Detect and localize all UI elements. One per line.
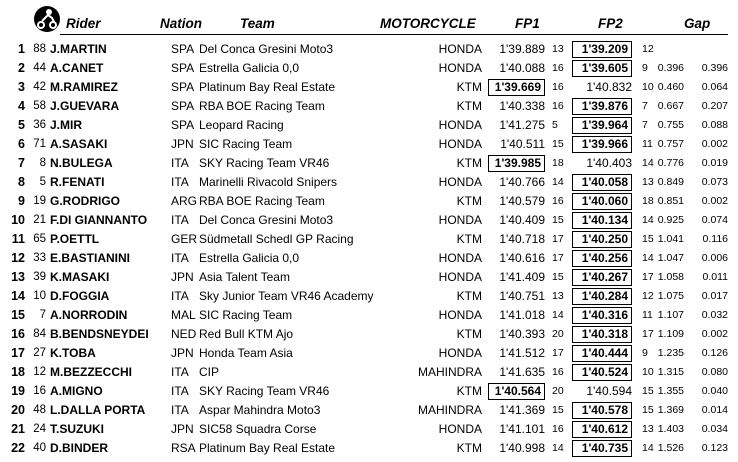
gap-to-previous: 0.080 xyxy=(701,366,728,378)
motorcycle: HONDA xyxy=(438,118,482,132)
fp2-rank: 10 xyxy=(642,81,654,93)
gap-to-first: 0.925 xyxy=(657,214,684,226)
fp1-time: 1'41.369 xyxy=(499,403,545,417)
header-divider xyxy=(60,34,728,35)
nation: SPA xyxy=(171,118,195,132)
fp1-time: 1'41.512 xyxy=(499,346,545,360)
nation: GER xyxy=(171,232,198,246)
fp2-time: 1'40.612 xyxy=(572,421,632,438)
fp1-rank: 15 xyxy=(552,138,564,150)
fp2-time: 1'40.250 xyxy=(572,231,632,248)
fp2-time: 1'39.966 xyxy=(572,136,632,153)
gap-to-previous: 0.011 xyxy=(702,271,728,283)
nation: JPN xyxy=(171,137,194,151)
nation: ARG xyxy=(171,194,198,208)
fp2-time: 1'40.578 xyxy=(572,402,632,419)
header-fp2: FP2 xyxy=(598,16,623,31)
fp2-rank: 15 xyxy=(642,233,654,245)
table-row xyxy=(0,344,738,363)
rider-number: 33 xyxy=(33,252,46,264)
table-row xyxy=(0,268,738,287)
team-name: Honda Team Asia xyxy=(199,346,293,360)
fp2-rank: 15 xyxy=(642,404,654,416)
team-name: Red Bull KTM Ajo xyxy=(199,327,294,341)
fp1-rank: 14 xyxy=(552,442,564,454)
table-header xyxy=(0,0,738,38)
position: 11 xyxy=(11,232,25,246)
fp2-rank: 17 xyxy=(642,271,654,283)
gap-to-first: 1.369 xyxy=(657,404,684,416)
fp1-rank: 5 xyxy=(552,119,558,131)
table-row xyxy=(0,211,738,230)
motorcycle: HONDA xyxy=(438,213,482,227)
fp2-time: 1'40.403 xyxy=(586,156,632,170)
rider-name: D.FOGGIA xyxy=(50,289,110,303)
gap-to-first: 1.315 xyxy=(657,366,684,378)
fp1-rank: 16 xyxy=(552,195,564,207)
fp1-rank: 16 xyxy=(552,62,564,74)
fp1-time: 1'39.669 xyxy=(488,79,545,96)
fp2-rank: 13 xyxy=(642,176,654,188)
gap-to-first: 1.526 xyxy=(657,442,684,454)
team-name: Estrella Galicia 0,0 xyxy=(199,251,300,265)
motorcycle: KTM xyxy=(456,289,482,303)
rider-name: J.MIR xyxy=(50,118,83,132)
rider-number: 36 xyxy=(33,119,46,131)
team-name: Asia Talent Team xyxy=(199,270,290,284)
fp1-time: 1'41.635 xyxy=(499,365,545,379)
nation: MAL xyxy=(171,308,196,322)
motorcycle: KTM xyxy=(456,99,482,113)
fp1-rank: 16 xyxy=(552,423,564,435)
gap-to-previous: 0.006 xyxy=(701,252,728,264)
gap-to-previous: 0.017 xyxy=(701,290,728,302)
team-name: RBA BOE Racing Team xyxy=(199,99,325,113)
gap-to-previous: 0.207 xyxy=(701,100,728,112)
fp2-rank: 15 xyxy=(642,385,654,397)
rider-number: 27 xyxy=(33,347,46,359)
gap-to-first: 0.776 xyxy=(657,157,684,169)
rider-name: P.OETTL xyxy=(50,232,100,246)
fp1-time: 1'40.511 xyxy=(500,137,545,151)
table-row xyxy=(0,420,738,439)
position: 17 xyxy=(11,346,25,360)
fp1-time: 1'40.616 xyxy=(499,251,545,265)
fp2-rank: 12 xyxy=(642,290,654,302)
nation: ITA xyxy=(171,384,189,398)
position: 9 xyxy=(18,194,25,208)
rider-name: A.CANET xyxy=(50,61,104,75)
position: 8 xyxy=(18,175,25,189)
table-row xyxy=(0,116,738,135)
gap-to-first: 1.107 xyxy=(657,309,684,321)
fp2-time: 1'40.058 xyxy=(572,174,632,191)
team-name: SIC Racing Team xyxy=(199,137,293,151)
gap-to-previous: 0.040 xyxy=(701,385,728,397)
motorcycle: KTM xyxy=(456,80,482,94)
fp1-rank: 15 xyxy=(552,404,564,416)
fp1-rank: 20 xyxy=(552,328,564,340)
fp2-time: 1'40.256 xyxy=(572,250,632,267)
position: 18 xyxy=(11,365,25,379)
fp1-time: 1'40.998 xyxy=(499,441,545,455)
gap-to-previous: 0.123 xyxy=(701,442,728,454)
gap-to-previous: 0.074 xyxy=(701,214,728,226)
fp2-rank: 7 xyxy=(642,100,648,112)
gap-to-previous: 0.064 xyxy=(701,81,728,93)
fp2-time: 1'40.284 xyxy=(572,288,632,305)
gap-to-first: 0.396 xyxy=(657,62,684,74)
gap-to-previous: 0.032 xyxy=(701,309,728,321)
nation: SPA xyxy=(171,80,195,94)
table-row xyxy=(0,40,738,59)
nation: ITA xyxy=(171,156,189,170)
rider-name: A.NORRODIN xyxy=(50,308,128,322)
motorcycle: HONDA xyxy=(438,42,482,56)
fp1-time: 1'40.409 xyxy=(499,213,545,227)
fp2-time: 1'39.876 xyxy=(572,98,632,115)
fp2-rank: 11 xyxy=(642,138,653,150)
table-row xyxy=(0,173,738,192)
gap-to-first: 0.755 xyxy=(657,119,684,131)
nation: ITA xyxy=(171,175,189,189)
rider-name: K.MASAKI xyxy=(50,270,110,284)
position: 15 xyxy=(11,308,25,322)
gap-to-first: 1.355 xyxy=(657,385,684,397)
fp2-rank: 9 xyxy=(642,62,648,74)
table-row xyxy=(0,325,738,344)
team-name: Leopard Racing xyxy=(199,118,284,132)
rider-number: 5 xyxy=(39,176,46,188)
gap-to-first: 0.667 xyxy=(657,100,684,112)
motorcycle: HONDA xyxy=(438,137,482,151)
fp2-time: 1'40.267 xyxy=(572,269,632,286)
rider-number: 24 xyxy=(33,423,46,435)
gap-to-previous: 0.396 xyxy=(701,62,728,74)
motorcycle: KTM xyxy=(456,156,482,170)
fp1-rank: 14 xyxy=(552,309,564,321)
fp2-rank: 9 xyxy=(642,347,648,359)
motorcycle: HONDA xyxy=(438,422,482,436)
motorcycle: KTM xyxy=(456,232,482,246)
fp2-rank: 10 xyxy=(642,366,654,378)
header-fp1: FP1 xyxy=(515,16,540,31)
fp2-rank: 14 xyxy=(642,214,654,226)
table-row xyxy=(0,287,738,306)
fp2-rank: 17 xyxy=(642,328,654,340)
fp2-rank: 14 xyxy=(642,442,654,454)
nation: SPA xyxy=(171,42,195,56)
rider-name: N.BULEGA xyxy=(50,156,113,170)
position: 22 xyxy=(11,441,25,455)
motorcycle: HONDA xyxy=(438,346,482,360)
rider-name: A.SASAKI xyxy=(50,137,108,151)
position: 4 xyxy=(18,99,25,113)
rider-number: 21 xyxy=(33,214,46,226)
team-name: Del Conca Gresini Moto3 xyxy=(199,213,334,227)
fp2-rank: 13 xyxy=(642,423,654,435)
nation: ITA xyxy=(171,251,189,265)
rider-number: 71 xyxy=(33,138,46,150)
rider-name: D.BINDER xyxy=(50,441,109,455)
rider-name: J.MARTIN xyxy=(50,42,107,56)
fp1-rank: 16 xyxy=(552,366,564,378)
gap-to-first: 0.849 xyxy=(657,176,684,188)
fp1-time: 1'40.393 xyxy=(499,327,545,341)
fp2-time: 1'39.605 xyxy=(572,60,632,77)
rider-number: 88 xyxy=(33,43,46,55)
gap-to-previous: 0.088 xyxy=(701,119,728,131)
position: 21 xyxy=(11,422,25,436)
table-row xyxy=(0,97,738,116)
rider-number: 42 xyxy=(33,81,46,93)
position: 20 xyxy=(11,403,25,417)
fp1-rank: 13 xyxy=(552,290,564,302)
nation: NED xyxy=(171,327,197,341)
table-row xyxy=(0,78,738,97)
nation: ITA xyxy=(171,365,189,379)
gap-to-previous: 0.126 xyxy=(701,347,728,359)
fp1-time: 1'40.579 xyxy=(499,194,545,208)
rider-number: 44 xyxy=(33,62,46,74)
header-gap: Gap xyxy=(684,16,711,31)
fp1-time: 1'39.889 xyxy=(499,42,545,56)
rider-number: 10 xyxy=(33,290,46,302)
rider-number: 19 xyxy=(33,195,46,207)
rider-name: F.DI GIANNANTO xyxy=(50,213,148,227)
motorcycle: HONDA xyxy=(438,175,482,189)
position: 16 xyxy=(11,327,25,341)
team-name: Südmetall Schedl GP Racing xyxy=(199,232,354,246)
rider-name: M.RAMIREZ xyxy=(50,80,118,94)
rider-name: L.DALLA PORTA xyxy=(50,403,146,417)
rider-name: J.GUEVARA xyxy=(50,99,120,113)
fp2-time: 1'40.318 xyxy=(572,326,632,343)
table-row xyxy=(0,154,738,173)
rider-number: 65 xyxy=(33,233,46,245)
motorcycle: MAHINDRA xyxy=(417,403,482,417)
fp2-time: 1'40.134 xyxy=(572,212,632,229)
gap-to-previous: 0.034 xyxy=(701,423,728,435)
rider-number: 40 xyxy=(33,442,46,454)
header-rider: Rider xyxy=(66,16,101,31)
nation: ITA xyxy=(171,289,189,303)
rider-number: 58 xyxy=(33,100,46,112)
header-team: Team xyxy=(240,16,275,31)
nation: SPA xyxy=(171,99,195,113)
fp1-rank: 16 xyxy=(552,100,564,112)
position: 2 xyxy=(18,61,25,75)
rider-name: B.BENDSNEYDEI xyxy=(50,327,149,341)
table-row xyxy=(0,306,738,325)
table-row xyxy=(0,59,738,78)
table-row xyxy=(0,249,738,268)
team-name: Aspar Mahindra Moto3 xyxy=(199,403,321,417)
rider-number: 84 xyxy=(33,328,46,340)
fp2-time: 1'40.524 xyxy=(572,364,632,381)
gap-to-first: 1.075 xyxy=(657,290,684,302)
rider-name: E.BASTIANINI xyxy=(50,251,131,265)
fp1-time: 1'41.018 xyxy=(499,308,545,322)
fp1-rank: 17 xyxy=(552,347,564,359)
rider-name: R.FENATI xyxy=(50,175,105,189)
rider-number: 16 xyxy=(33,385,46,397)
motorcycle: KTM xyxy=(456,441,482,455)
table-row xyxy=(0,135,738,154)
fp2-rank: 12 xyxy=(642,43,654,55)
position: 12 xyxy=(11,251,25,265)
gap-to-previous: 0.002 xyxy=(701,328,728,340)
nation: JPN xyxy=(171,346,194,360)
rider-number: 8 xyxy=(39,157,46,169)
table-row xyxy=(0,230,738,249)
fp1-rank: 14 xyxy=(552,176,564,188)
fp2-rank: 11 xyxy=(642,309,653,321)
fp1-time: 1'41.409 xyxy=(499,270,545,284)
gap-to-previous: 0.116 xyxy=(702,233,728,245)
motorcycle: KTM xyxy=(456,384,482,398)
motorcycle: KTM xyxy=(456,194,482,208)
fp1-time: 1'39.985 xyxy=(488,155,545,172)
fp2-time: 1'40.444 xyxy=(572,345,632,362)
nation: JPN xyxy=(171,270,194,284)
position: 5 xyxy=(18,118,25,132)
fp2-rank: 14 xyxy=(642,252,654,264)
rider-name: G.RODRIGO xyxy=(50,194,121,208)
position: 7 xyxy=(18,156,25,170)
team-name: Platinum Bay Real Estate xyxy=(199,441,336,455)
rider-number: 39 xyxy=(33,271,46,283)
team-name: SKY Racing Team VR46 xyxy=(199,384,330,398)
fp1-time: 1'40.766 xyxy=(499,175,545,189)
position: 19 xyxy=(11,384,25,398)
fp1-time: 1'40.564 xyxy=(488,383,545,400)
team-name: SIC Racing Team xyxy=(199,308,293,322)
motorcycle: MAHINDRA xyxy=(417,365,482,379)
fp1-time: 1'41.275 xyxy=(499,118,545,132)
fp2-rank: 18 xyxy=(642,195,654,207)
fp2-rank: 7 xyxy=(642,119,648,131)
fp1-time: 1'40.338 xyxy=(499,99,545,113)
nation: ITA xyxy=(171,403,189,417)
fp2-rank: 14 xyxy=(642,157,654,169)
gap-to-first: 1.403 xyxy=(657,423,684,435)
team-name: Platinum Bay Real Estate xyxy=(199,80,336,94)
rider-name: K.TOBA xyxy=(50,346,96,360)
gap-to-first: 1.047 xyxy=(657,252,684,264)
gap-to-previous: 0.002 xyxy=(701,195,728,207)
fp1-rank: 15 xyxy=(552,271,564,283)
position: 10 xyxy=(11,213,25,227)
table-row xyxy=(0,192,738,211)
gap-to-first: 1.109 xyxy=(657,328,684,340)
fp2-time: 1'40.832 xyxy=(586,80,632,94)
gap-to-first: 1.235 xyxy=(657,347,684,359)
gap-to-previous: 0.014 xyxy=(701,404,728,416)
table-row xyxy=(0,439,738,458)
gap-to-first: 1.041 xyxy=(657,233,684,245)
rider-name: T.SUZUKI xyxy=(50,422,104,436)
team-name: SKY Racing Team VR46 xyxy=(199,156,330,170)
gap-to-previous: 0.019 xyxy=(701,157,728,169)
nation: SPA xyxy=(171,61,195,75)
fp1-rank: 17 xyxy=(552,233,564,245)
motorcycle: HONDA xyxy=(438,308,482,322)
gap-to-first: 1.058 xyxy=(657,271,684,283)
fp1-time: 1'41.101 xyxy=(499,422,545,436)
motorcycle-rider-icon xyxy=(32,4,62,34)
header-nation: Nation xyxy=(160,16,202,31)
fp2-time: 1'39.209 xyxy=(572,41,632,58)
motorcycle: HONDA xyxy=(438,251,482,265)
fp2-time: 1'40.735 xyxy=(572,440,632,457)
gap-to-first: 0.757 xyxy=(657,138,684,150)
fp1-time: 1'40.751 xyxy=(499,289,545,303)
table-row xyxy=(0,401,738,420)
rider-number: 7 xyxy=(39,309,46,321)
nation: ITA xyxy=(171,213,189,227)
rider-name: A.MIGNO xyxy=(50,384,103,398)
fp2-time: 1'40.060 xyxy=(572,193,632,210)
rider-number: 48 xyxy=(33,404,46,416)
fp1-rank: 17 xyxy=(552,252,564,264)
team-name: Marinelli Rivacold Snipers xyxy=(199,175,338,189)
team-name: CIP xyxy=(199,365,220,379)
gap-to-first: 0.460 xyxy=(657,81,684,93)
gap-to-first: 0.851 xyxy=(657,195,684,207)
position: 3 xyxy=(18,80,25,94)
position: 14 xyxy=(11,289,25,303)
fp1-rank: 15 xyxy=(552,214,564,226)
team-name: Sky Junior Team VR46 Academy xyxy=(199,289,374,303)
position: 13 xyxy=(11,270,25,284)
rider-number: 12 xyxy=(33,366,46,378)
motorcycle: HONDA xyxy=(438,61,482,75)
motorcycle: KTM xyxy=(456,327,482,341)
position: 6 xyxy=(18,137,25,151)
fp1-time: 1'40.088 xyxy=(499,61,545,75)
team-name: Del Conca Gresini Moto3 xyxy=(199,42,334,56)
table-row xyxy=(0,363,738,382)
nation: RSA xyxy=(171,441,196,455)
gap-to-previous: 0.002 xyxy=(701,138,728,150)
header-motorcycle: MOTORCYCLE xyxy=(380,16,476,31)
fp1-rank: 20 xyxy=(552,385,564,397)
team-name: SIC58 Squadra Corse xyxy=(199,422,317,436)
fp2-time: 1'40.594 xyxy=(586,384,632,398)
motorcycle: HONDA xyxy=(438,270,482,284)
gap-to-previous: 0.073 xyxy=(701,176,728,188)
team-name: Estrella Galicia 0,0 xyxy=(199,61,300,75)
fp1-rank: 13 xyxy=(552,43,564,55)
fp2-time: 1'40.316 xyxy=(572,307,632,324)
fp1-rank: 16 xyxy=(552,81,564,93)
nation: JPN xyxy=(171,422,194,436)
fp1-time: 1'40.718 xyxy=(499,232,545,246)
position: 1 xyxy=(18,42,25,56)
team-name: RBA BOE Racing Team xyxy=(199,194,325,208)
table-row xyxy=(0,382,738,401)
rider-name: M.BEZZECCHI xyxy=(50,365,132,379)
fp2-time: 1'39.964 xyxy=(572,117,632,134)
fp1-rank: 18 xyxy=(552,157,564,169)
